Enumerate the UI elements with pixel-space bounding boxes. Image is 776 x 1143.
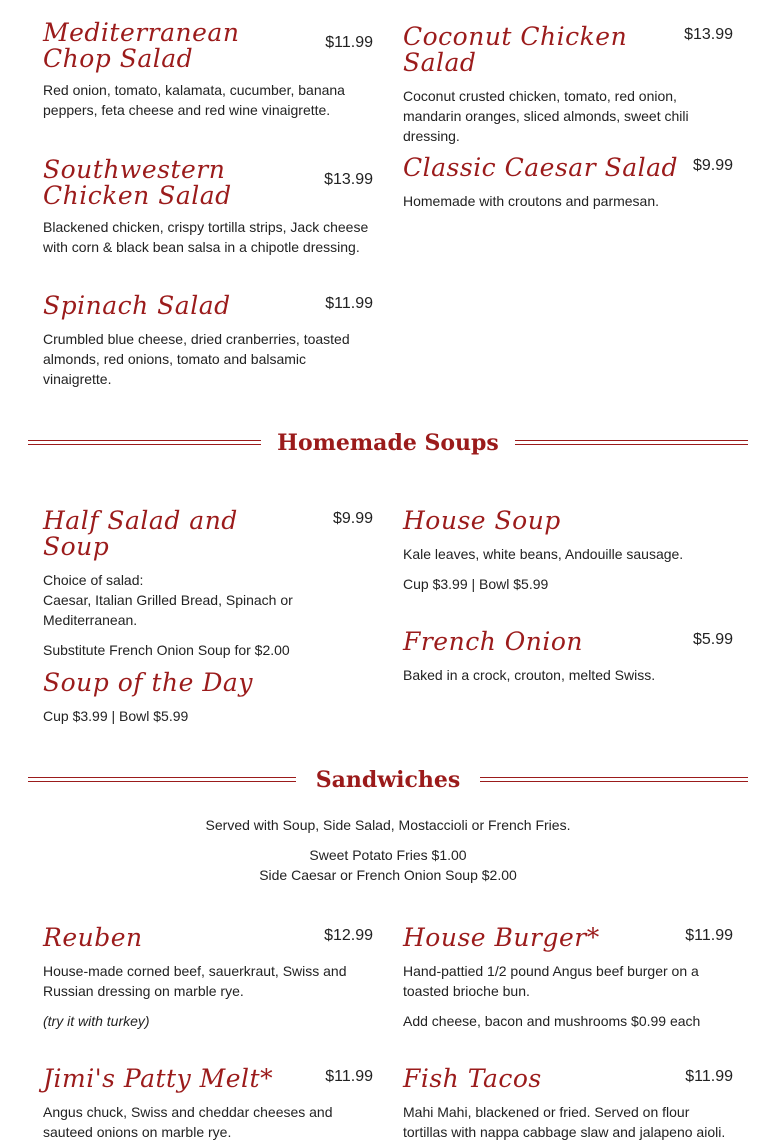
item-name: Reuben [43,923,143,952]
item-price: $9.99 [332,510,373,527]
item-name: Coconut Chicken Salad [403,22,628,77]
item-extra: Add cheese, bacon and mushrooms $0.99 each [403,1013,701,1029]
item-description: Red onion, tomato, kalamata, cucumber, banana peppers, feta cheese and red wine vinaigrette. [43,82,345,118]
item-price: $12.99 [324,927,373,944]
menu-item-mediterranean-chop-salad [43,20,373,120]
divider-right [480,777,748,782]
item-description: Kale leaves, white beans, Andouille sausage. [403,546,684,562]
menu-item-house-soup [403,508,733,594]
item-name: Spinach Salad [43,291,231,320]
item-name: House Soup [403,506,561,535]
item-description: Hand-pattied 1/2 pound Angus beef burger on a toasted brioche bun. [403,963,699,999]
item-name: Fish Tacos [403,1064,542,1093]
description-line: Choice of salad: [43,572,144,588]
item-description: Cup $3.99 | Bowl $5.99 [43,708,189,724]
item-price: $11.99 [685,927,733,944]
item-price: $11.99 [325,1068,373,1085]
menu-item-reuben [43,925,373,1031]
item-name: Classic Caesar Salad [403,153,679,182]
item-description: Angus chuck, Swiss and cheddar cheeses and sauteed onions on marble rye. [43,1104,333,1140]
item-price: $9.99 [692,157,733,174]
item-price: $13.99 [684,26,733,43]
side-upgrade-note: Side Caesar or French Onion Soup $2.00 [259,867,517,883]
item-price: $11.99 [685,1068,733,1085]
menu-item-house-burger [403,925,733,1031]
menu-item-classic-caesar-salad [403,155,733,211]
item-description: Blackened chicken, crispy tortilla strips, Jack cheese with corn & black bean salsa in a chipotle dressing. [43,219,369,255]
description-line: Caesar, Italian Grilled Bread, Spinach or Mediterranean. [43,592,293,628]
item-description: Baked in a crock, crouton, melted Swiss. [403,667,656,683]
menu-item-jimis-patty-melt [43,1066,373,1142]
item-description: House-made corned beef, sauerkraut, Swiss and Russian dressing on marble rye. [43,963,347,999]
item-name: Half Salad and Soup [43,506,238,561]
divider-right [515,440,748,445]
item-name: Jimi's Patty Melt* [43,1064,274,1093]
item-price: $5.99 [692,631,733,648]
item-description [43,570,373,630]
section-header-homemade-soups [28,428,748,458]
item-name: House Burger* [403,923,600,952]
item-extra: (try it with turkey) [43,1013,150,1029]
menu-item-southwestern-chicken-salad [43,157,373,257]
item-extra: Substitute French Onion Soup for $2.00 [43,642,290,658]
item-name: Southwestern Chicken Salad [43,155,232,210]
section-header-sandwiches [28,765,748,795]
sweet-potato-fries-note: Sweet Potato Fries $1.00 [309,847,467,863]
item-price: $11.99 [325,295,373,312]
menu-item-french-onion [403,629,733,685]
item-price: $11.99 [325,34,373,51]
menu-item-soup-of-the-day [43,670,373,726]
menu-item-coconut-chicken-salad [403,24,733,146]
item-price: $13.99 [324,171,373,188]
menu-item-fish-tacos [403,1066,733,1142]
item-description: Coconut crusted chicken, tomato, red onion, mandarin oranges, sliced almonds, sweet chili dressing. [403,88,689,144]
item-name: Soup of the Day [43,668,253,697]
sandwiches-served-with-note: Served with Soup, Side Salad, Mostaccioli or French Fries. [205,817,571,833]
item-description: Homemade with croutons and parmesan. [403,193,660,209]
section-title: Homemade Soups [277,430,499,456]
section-title: Sandwiches [315,767,461,793]
item-name: Mediterranean Chop Salad [43,18,240,73]
item-description: Crumbled blue cheese, dried cranberries, toasted almonds, red onions, tomato and balsamic vinaigrette. [43,331,350,387]
item-extra: Cup $3.99 | Bowl $5.99 [403,576,549,592]
item-name: French Onion [403,627,583,656]
menu-item-half-salad-and-soup [43,508,373,660]
item-description: Mahi Mahi, blackened or fried. Served on flour tortillas with nappa cabbage slaw and jalapeno aioli. [403,1104,726,1140]
menu-item-spinach-salad [43,293,373,389]
